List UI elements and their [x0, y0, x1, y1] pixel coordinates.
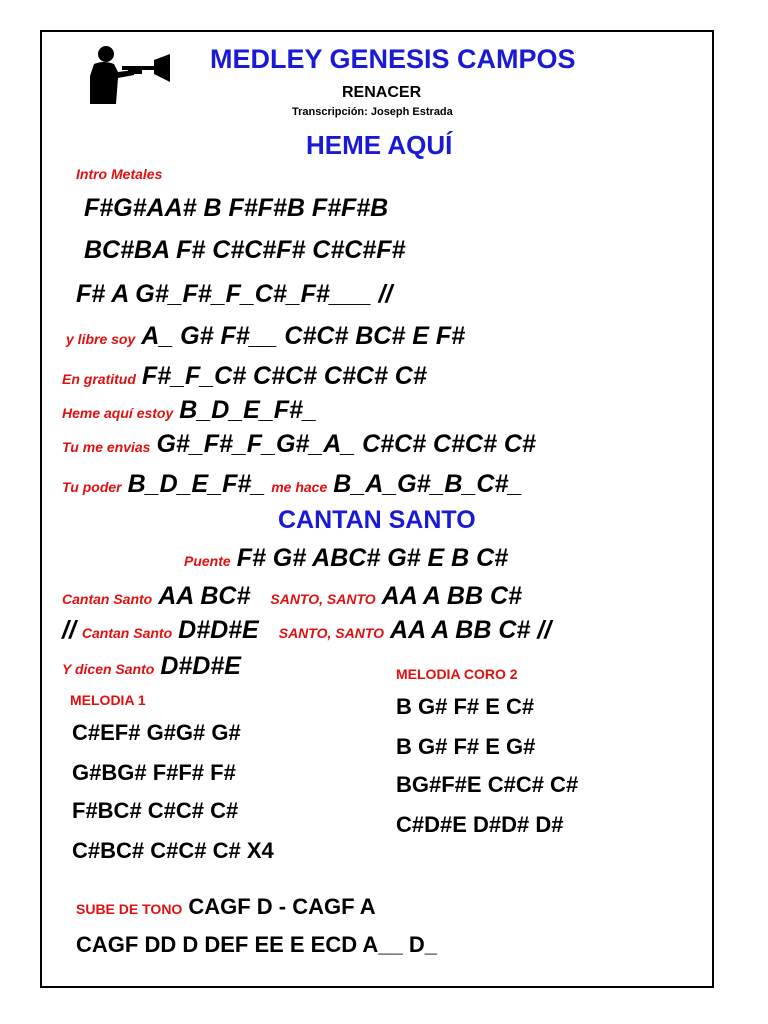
- lyric: SANTO, SANTO: [270, 591, 376, 607]
- verse-line: [62, 396, 317, 425]
- melodia2-line: C#D#E D#D# D#: [396, 812, 564, 837]
- puente-line: [184, 544, 508, 573]
- notes: G#_F#_F_G#_A_ C#C# C#C# C#: [156, 430, 536, 458]
- sube-label: SUBE DE TONO: [76, 901, 183, 917]
- title: MEDLEY GENESIS CAMPOS: [210, 44, 576, 74]
- lyric: Cantan Santo: [62, 591, 153, 607]
- credit: Transcripción: Joseph Estrada: [292, 106, 453, 118]
- santo-line: [62, 616, 551, 645]
- notes: B_A_G#_B_C#_: [333, 470, 523, 498]
- lyric: Heme aquí estoy: [62, 405, 174, 421]
- notes: AA A BB C# //: [390, 616, 552, 644]
- notes: B_D_E_F#_: [127, 470, 266, 498]
- melodia1-line: F#BC# C#C# C#: [72, 798, 239, 823]
- verse-line: [66, 322, 465, 351]
- lyric: SANTO, SANTO: [278, 625, 385, 641]
- notes: AA A BB C#: [381, 582, 522, 610]
- verse-line: [62, 430, 536, 459]
- melodia2-line: BG#F#E C#C# C#: [396, 772, 579, 797]
- lyric: Tu poder: [62, 479, 122, 495]
- santo-line: [62, 582, 522, 611]
- intro-line: F# A G#_F#_F_C#_F#___ //: [76, 280, 393, 308]
- notes: AA BC#: [158, 582, 251, 610]
- melodia1-label: MELODIA 1: [70, 692, 146, 708]
- verse-line: [62, 470, 522, 499]
- lyric: Cantan Santo: [81, 625, 173, 641]
- notes: D#D#E: [178, 616, 259, 644]
- sube-line: [76, 894, 376, 920]
- melodia1-line: G#BG# F#F# F#: [72, 760, 236, 785]
- section-title: CANTAN SANTO: [278, 506, 476, 534]
- trumpet-player-icon: [84, 44, 172, 104]
- intro-line: F#G#AA# B F#F#B F#F#B: [84, 194, 389, 222]
- notes: B_D_E_F#_: [179, 396, 317, 424]
- song-title: HEME AQUÍ: [306, 130, 453, 160]
- lyric: Y dicen Santo: [62, 661, 155, 677]
- melodia2-label: MELODIA CORO 2: [396, 666, 518, 682]
- santo-line: [62, 652, 241, 681]
- notes: F#_F_C# C#C# C#C# C#: [141, 362, 427, 390]
- intro-line: BC#BA F# C#C#F# C#C#F#: [84, 236, 406, 264]
- melodia2-line: B G# F# E G#: [396, 734, 536, 759]
- intro-label: Intro Metales: [76, 166, 163, 182]
- sube-line-2: CAGF DD D DEF EE E ECD A__ D_: [76, 932, 438, 957]
- lyric: Tu me envias: [62, 439, 151, 455]
- repeat-sign: //: [62, 616, 76, 644]
- notes: F# G# ABC# G# E B C#: [236, 544, 509, 572]
- lyric: En gratitud: [62, 371, 136, 387]
- notes: CAGF D - CAGF A: [188, 894, 376, 919]
- band-name: RENACER: [342, 84, 422, 101]
- lyric: me hace: [271, 479, 328, 495]
- lyric: Puente: [184, 553, 231, 569]
- melodia1-line: C#EF# G#G# G#: [72, 720, 241, 745]
- lyric: y libre soy: [66, 331, 136, 347]
- melodia2-line: B G# F# E C#: [396, 694, 535, 719]
- notes: D#D#E: [160, 652, 241, 680]
- verse-line: [62, 362, 427, 391]
- melodia1-line: C#BC# C#C# C# X4: [72, 838, 274, 863]
- notes: A_ G# F#__ C#C# BC# E F#: [141, 322, 466, 350]
